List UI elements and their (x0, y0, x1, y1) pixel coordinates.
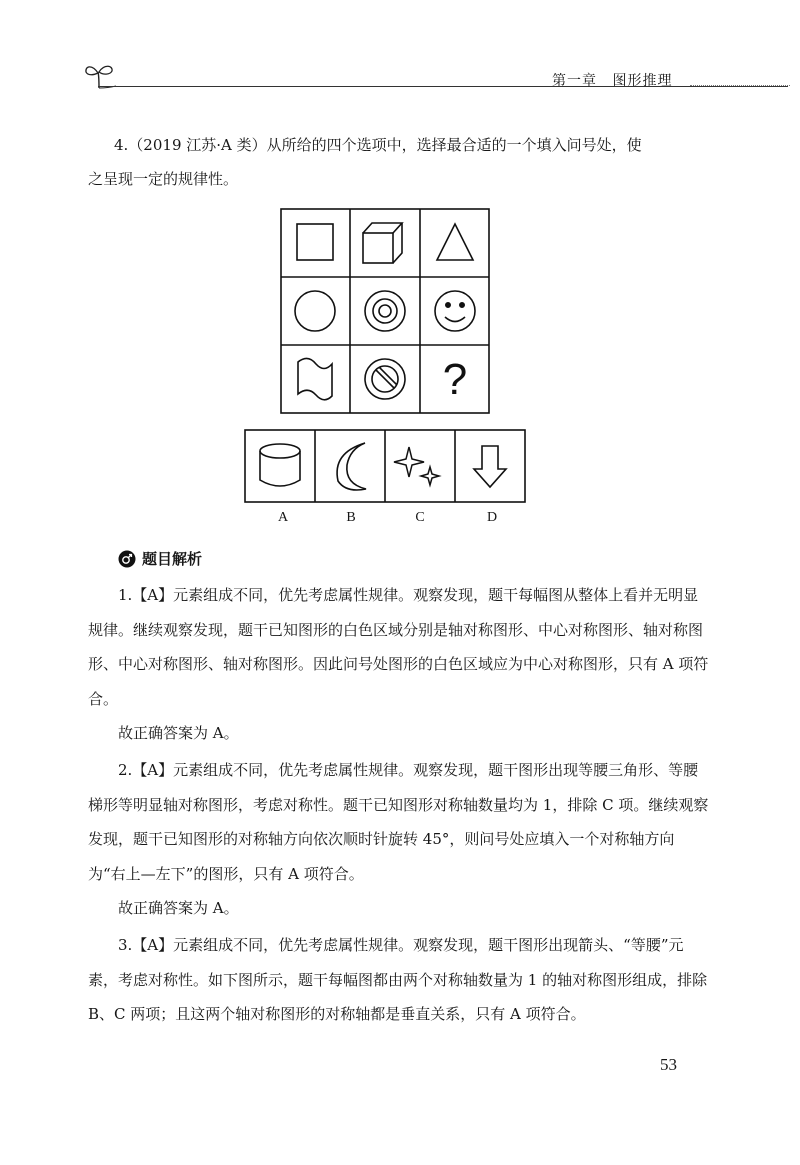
analysis-badge-icon (118, 550, 136, 568)
analysis-answer-2: 故正确答案为 A。 (118, 899, 239, 917)
question-mark: ? (442, 355, 468, 404)
square-shape (297, 224, 333, 260)
header-chapter (552, 70, 682, 90)
option-b-crescent (337, 443, 366, 490)
concentric-circles-shape (365, 291, 405, 331)
triangle-shape (437, 224, 473, 260)
question-text-line1: 4.（2019 江苏·A 类）从所给的四个选项中，选择最合适的一个填入问号处，使 (114, 136, 642, 154)
analysis-answer-1: 故正确答案为 A。 (118, 724, 239, 742)
option-a-cylinder (260, 444, 300, 486)
wavy-flag-shape (298, 358, 332, 399)
answer-options (244, 429, 526, 503)
question-text-line2: 之呈现一定的规律性。 (88, 170, 239, 188)
question-text (88, 128, 708, 196)
analysis-paragraph-2: 2.【A】元素组成不同，优先考虑属性规律。观察发现，题干图形出现等腰三角形、等腰梯形等明显轴对称图形，考虑对称性。题干已知图形对称轴数量均为 1，排除 C 项。继续观察发现，题干已知图形的对称轴方向依次顺时针旋转 45°，则问号处应填入一个对称轴方向为“右上—左下”的图形，只有 A 项符合。 (88, 761, 709, 883)
option-label-c: C (415, 510, 425, 525)
puzzle-grid (280, 208, 490, 414)
circle-shape (295, 291, 335, 331)
chapter-number: 第一章 (552, 73, 597, 89)
smiley-face-shape (435, 291, 475, 331)
header-rule (98, 86, 788, 87)
chapter-title: 图形推理 (612, 73, 673, 89)
option-label-d: D (486, 510, 498, 525)
option-c-stars (394, 447, 439, 485)
page-number: 53 (660, 1055, 677, 1074)
analysis-title: 题目解析 (142, 550, 203, 568)
option-label-a: A (277, 510, 289, 525)
option-label-b: B (346, 510, 356, 525)
option-d-arrow (474, 446, 506, 487)
header-rule-dots (690, 85, 790, 86)
cube-shape (363, 223, 402, 263)
analysis-paragraph-1: 1.【A】元素组成不同，优先考虑属性规律。观察发现，题干每幅图从整体上看并无明显规律。继续观察发现，题干已知图形的白色区域分别是轴对称图形、中心对称图形、轴对称图形、中心对称图形、轴对称图形。因此问号处图形的白色区域应为中心对称图形，只有 A 项符合。 (88, 586, 709, 708)
analysis-paragraph-3: 3.【A】元素组成不同，优先考虑属性规律。观察发现，题干图形出现箭头、“等腰”元素，考虑对称性。如下图所示，题干每幅图都由两个对称轴数量为 1 的轴对称图形组成，排除 B、C 两项；且这两个轴对称图形的对称轴都是垂直关系，只有 A 项符合。 (88, 936, 708, 1023)
prohibition-sign-shape (365, 359, 405, 399)
analysis-heading (118, 548, 202, 569)
